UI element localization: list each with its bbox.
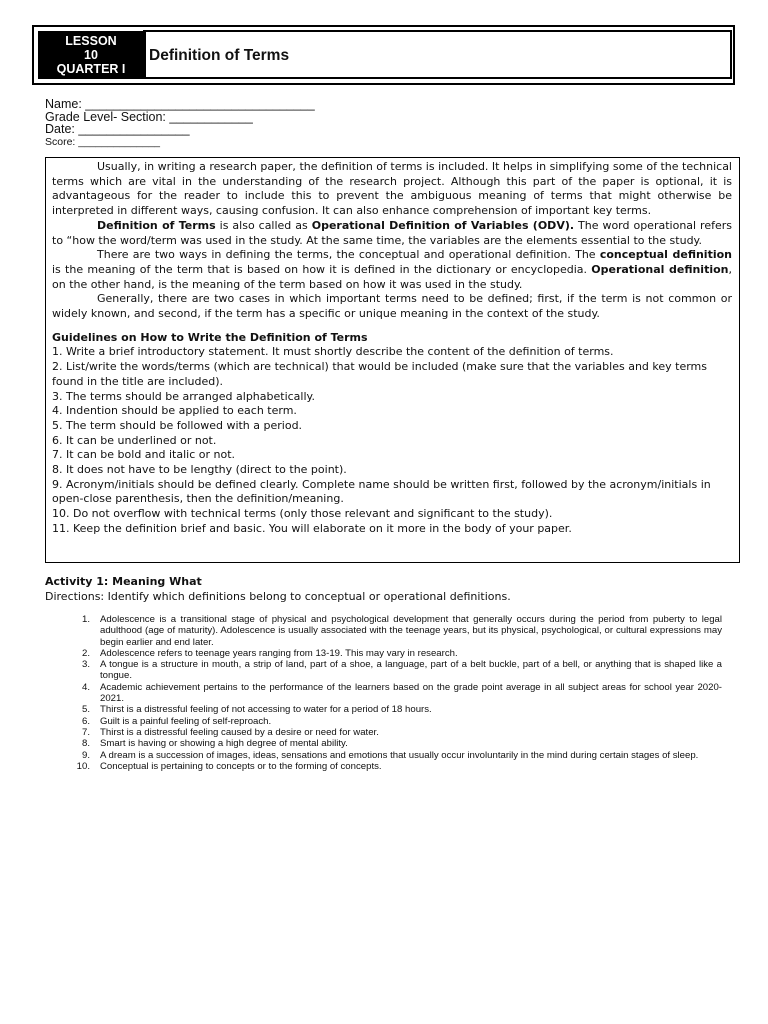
list-item [62,704,722,715]
text-span: The word operational refers to “how the word/term was used in the study. At the same time, the variables are the elements essential to the study. [52,218,732,247]
term-conceptual-definition: conceptual definition [599,248,732,262]
lesson-badge [38,31,144,79]
intro-paragraph-3 [52,248,732,292]
list-item [62,659,722,682]
list-item [62,716,722,727]
list-item [62,682,722,705]
guideline-item: 7. It can be bold and italic or not. [52,448,236,462]
guideline-item: 8. It does not have to be lengthy (direct to the point). [52,463,347,477]
list-item [62,727,722,738]
list-item [62,750,722,761]
item-number: 10. [76,760,90,772]
date-field[interactable]: Date: ________________ [45,122,190,137]
name-field[interactable]: Name: _________________________________ [45,97,315,111]
lesson-number: 10 [84,48,98,62]
intro-paragraph-4: Generally, there are two cases in which important terms need to be defined; first, if the term is not common or widely known, and second, if the term has a specific or unique meaning in the context of the study. [52,292,732,321]
guideline-item: 1. Write a brief introductory statement. It must shortly describe the content of the definition of terms. [52,345,614,359]
grade-section-field[interactable]: Grade Level- Section: ____________ [45,109,253,124]
text-span: is also called as [215,218,312,232]
item-text: Adolescence is a transitional stage of physical and psychological development that generally occurs during the period from puberty to legal adulthood (age of maturity). Adolescence is usually associated with the teenage years, but its physical, psychological, or cultural expressions may begin earlier and end later. [100,614,722,648]
quarter-label: QUARTER I [56,62,126,76]
list-item [62,738,722,749]
activity-section [45,574,735,604]
item-number: 2. [81,647,90,659]
guideline-item: 9. Acronym/initials should be defined clearly. Complete name should be written first, followed by the acronym/initials in open-close parenthesis, then the definition/meaning. [52,477,711,506]
term-odv: Operational Definition of Variables (ODV). [311,218,575,232]
term-definition-of-terms: Definition of Terms [97,218,216,232]
item-text: Smart is having or showing a high degree of mental ability. [100,738,348,750]
text-span: There are two ways in defining the terms, the conceptual and operational definition. The [97,248,600,262]
item-text: Guilt is a painful feeling of self-reproach. [100,715,272,727]
title-box [143,30,732,79]
item-number: 1. [81,614,90,625]
intro-paragraph-2 [52,219,732,248]
list-item [62,761,722,772]
guideline-item: 11. Keep the definition brief and basic. You will elaborate on it more in the body of your paper. [52,521,572,535]
guideline-item: 6. It can be underlined or not. [52,433,217,447]
student-info [45,98,315,148]
guideline-item: 4. Indention should be applied to each term. [52,404,297,418]
item-text: Thirst is a distressful feeling of not accessing to water for a period of 18 hours. [100,704,432,716]
item-text: Academic achievement pertains to the performance of the learners based on the grade point average in all subject areas for school year 2020-2021. [100,681,722,705]
item-number: 8. [81,738,90,750]
score-field[interactable]: Score: ______________ [45,136,161,149]
term-operational-definition: Operational definition [591,262,729,276]
activity-title: Activity 1: Meaning What [45,575,202,588]
item-number: 7. [81,726,90,738]
item-number: 9. [81,749,90,761]
list-item [62,648,722,659]
item-text: A dream is a succession of images, ideas, sensations and emotions that usually occur involuntarily in the mind during certain stages of sleep. [100,749,699,761]
guideline-item: 10. Do not overflow with technical terms (only those relevant and significant to the study). [52,507,553,521]
item-number: 6. [81,715,90,727]
item-text: Adolescence refers to teenage years ranging from 13-19. This may vary in research. [100,647,458,659]
guidelines-heading: Guidelines on How to Write the Definition of Terms [52,330,368,344]
item-number: 5. [81,704,90,716]
lesson-header [32,25,735,85]
item-text: Conceptual is pertaining to concepts or to the forming of concepts. [100,760,382,772]
activity-list [62,614,722,772]
item-text: A tongue is a structure in mouth, a strip of land, part of a shoe, a language, part of a belt buckle, part of a bell, or anything that is shaped like a tongue. [100,659,722,682]
list-item [62,614,722,648]
item-text: Thirst is a distressful feeling caused by a desire or need for water. [100,726,379,738]
lesson-label: LESSON [65,34,117,48]
lesson-content-box [45,157,740,563]
text-span: , on the other hand, is the meaning of the term based on how it was used in the study. [52,262,732,291]
guideline-item: 3. The terms should be arranged alphabetically. [52,389,315,403]
intro-paragraph-1: Usually, in writing a research paper, the definition of terms is included. It helps in simplifying some of the technical terms which are vital in the understanding of the research project. Although this part of the paper is optional, it is advantageous for the reader to include this to prevent the ambiguous meaning of terms that might otherwise be interpreted in different ways, causing confusion. It can also enhance comprehension of important key terms. [52,160,732,218]
text-span: is the meaning of the term that is based on how it is defined in the dictionary or encyclopedia. [52,262,592,276]
activity-directions: Directions: Identify which definitions belong to conceptual or operational definitions. [45,590,511,603]
item-number: 4. [81,681,90,693]
guideline-item: 5. The term should be followed with a period. [52,418,303,432]
page-title: Definition of Terms [149,47,290,64]
guideline-item: 2. List/write the words/terms (which are technical) that would be included (make sure that the variables and key terms found in the title are included). [52,360,708,388]
item-number: 3. [81,659,90,671]
